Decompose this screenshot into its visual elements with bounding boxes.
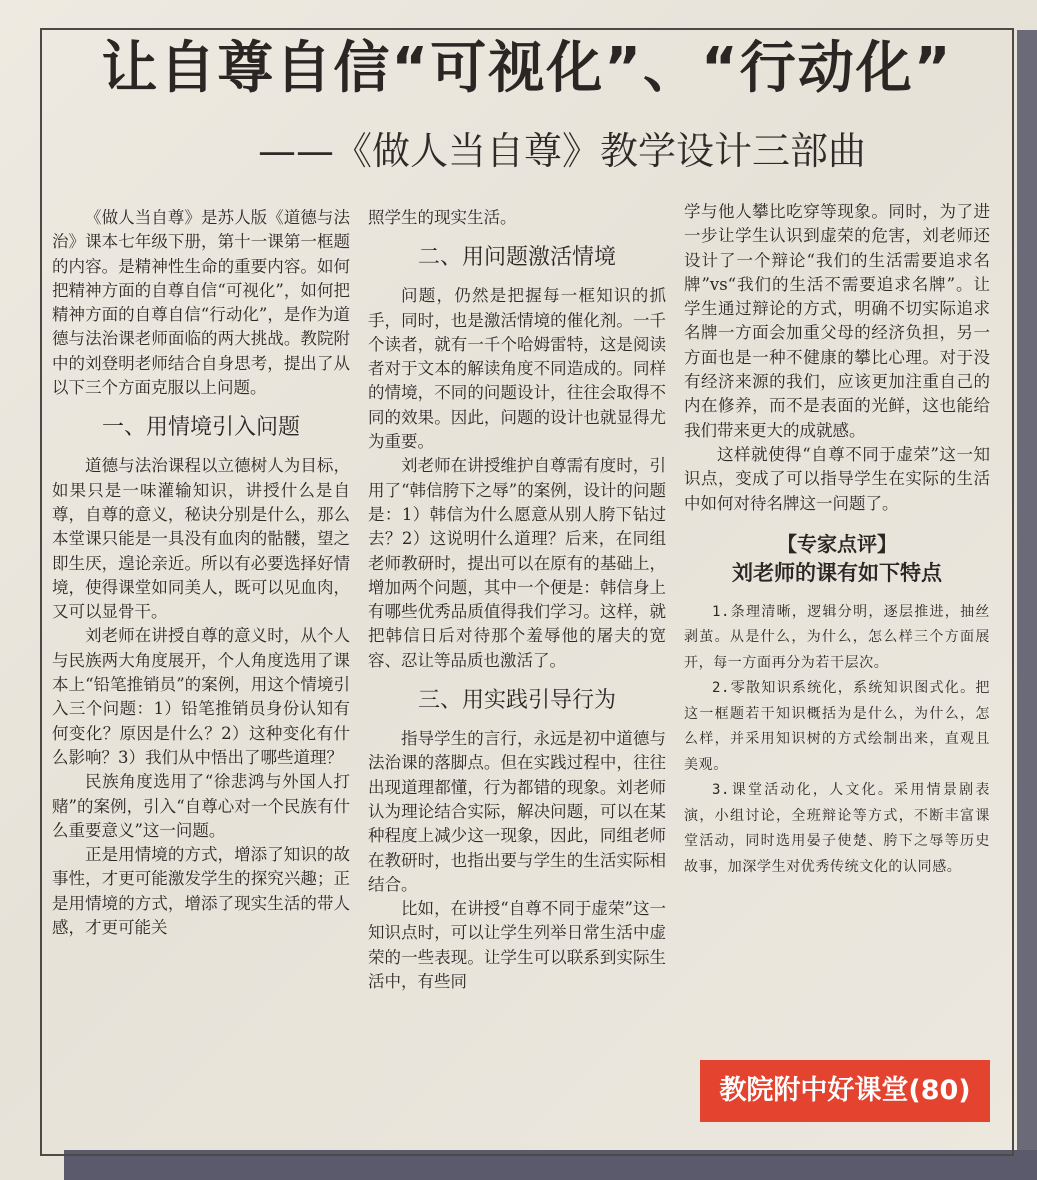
review-tag: 【专家点评】 (777, 531, 897, 556)
review-point: 1.条理清晰，逻辑分明，逐层推进，抽丝剥茧。从是什么，为什么，怎么样三个方面展开，每一方面再分为若干层次。 (684, 603, 990, 671)
column-3 (684, 200, 990, 880)
paragraph: 刘老师在讲授自尊的意义时，从个人与民族两大角度展开，个人角度选用了课本上“铅笔推销员”的案例，用这个情境引入三个问题：1）铅笔推销员身份认知有何变化？原因是什么？2）这种变化有什么影响？3）我们从中悟出了哪些道理？ (52, 626, 350, 767)
paragraph: 刘老师在讲授维护自尊需有度时，引用了“韩信胯下之辱”的案例，设计的问题是：1）韩信为什么愿意从别人胯下钻过去？2）这说明什么道理？后来，在同组老师教研时，提出可以在原有的基础上，增加两个问题，其中一个便是：韩信身上有哪些优秀品质值得我们学习。这样，就把韩信日后对待那个羞辱他的屠夫的宽容、忍让等品质也激活了。 (368, 456, 666, 670)
article-subtitle: ——《做人当自尊》教学设计三部曲 (258, 129, 867, 173)
column-2 (368, 206, 666, 994)
expert-review-header (684, 530, 990, 588)
column-1 (52, 206, 350, 940)
column-series-badge: 教院附中好课堂(80) (700, 1060, 990, 1122)
paragraph-continued: 照学生的现实生活。 (368, 208, 517, 227)
paragraph: 比如，在讲授“自尊不同于虚荣”这一知识点时，可以让学生列举日常生活中虚荣的一些表现。让学生可以联系到实际生活中，有些同 (368, 899, 666, 992)
paragraph: 问题，仍然是把握每一框知识的抓手，同时，也是激活情境的催化剂。一千个读者，就有一千个哈姆雷特，这是阅读者对于文本的解读角度不同造成的。同样的情境，不同的问题设计，往往会取得不同的效果。因此，问题的设计也就显得尤为重要。 (368, 286, 666, 452)
review-point: 3.课堂活动化，人文化。采用情景剧表演，小组讨论，全班辩论等方式，不断丰富课堂活动，同时选用晏子使楚、胯下之辱等历史故事，加深学生对优秀传统文化的认同感。 (684, 782, 990, 875)
paragraph-continued: 学与他人攀比吃穿等现象。同时，为了进一步让学生认识到虚荣的危害，刘老师还设计了一个辩论“我们的生活需要追求名牌”vs“我们的生活不需要追求名牌”。让学生通过辩论的方式，明确不切实际追求名牌一方面会加重父母的经济负担，另一方面也是一种不健康的攀比心理。对于没有经济来源的我们，应该更加注重自己的内在修养，而不是表面的光鲜，这也能给我们带来更大的成就感。 (684, 202, 990, 440)
paragraph: 这样就使得“自尊不同于虚荣”这一知识点，变成了可以指导学生在实际的生活中如何对待名牌这一问题了。 (684, 444, 990, 513)
paragraph: 道德与法治课程以立德树人为目标，如果只是一味灌输知识，讲授什么是自尊，自尊的意义，秘诀分别是什么，那么本堂课只能是一具没有血肉的骷髅，望之即生厌，遑论亲近。所以有必要选择好情境，使得课堂如同美人，既可以见血肉，又可以显骨干。 (52, 456, 350, 622)
paragraph: 正是用情境的方式，增添了知识的故事性，才更可能激发学生的探究兴趣；正是用情境的方式，增添了现实生活的带人感，才更可能关 (52, 845, 350, 938)
paragraph: 指导学生的言行，永远是初中道德与法治课的落脚点。但在实践过程中，往往出现道理都懂，行为都错的现象。刘老师认为理论结合实际，解决问题，可以在某种程度上减少这一现象，因此，同组老师在教研时，也指出要与学生的生活实际相结合。 (368, 729, 666, 894)
section-heading-2: 二、用问题激活情境 (417, 245, 616, 271)
article-title: 让自尊自信“可视化”、“行动化” (101, 36, 953, 101)
expert-review-body (684, 600, 990, 881)
page-edge-shadow (1017, 30, 1037, 1180)
review-point: 2.零散知识系统化，系统知识图式化。把这一框题若干知识概括为是什么，为什么，怎么样，并采用知识树的方式绘制出来，直观且美观。 (684, 680, 990, 773)
intro-paragraph: 《做人当自尊》是苏人版《道德与法治》课本七年级下册，第十一课第一框题的内容。是精神性生命的重要内容。如何把精神方面的自尊自信“可视化”，如何把精神方面的自尊自信“行动化”，是作为道德与法治课老师面临的两大挑战。教院附中的刘登明老师结合自身思考，提出了从以下三个方面克服以上问题。 (52, 208, 350, 398)
section-heading-1: 一、用情境引入问题 (101, 415, 300, 441)
section-heading-3: 三、用实践引导行为 (417, 688, 616, 714)
review-title: 刘老师的课有如下特点 (732, 560, 942, 585)
paragraph: 民族角度选用了“徐悲鸿与外国人打赌”的案例，引入“自尊心对一个民族有什么重要意义”这一问题。 (52, 772, 350, 840)
